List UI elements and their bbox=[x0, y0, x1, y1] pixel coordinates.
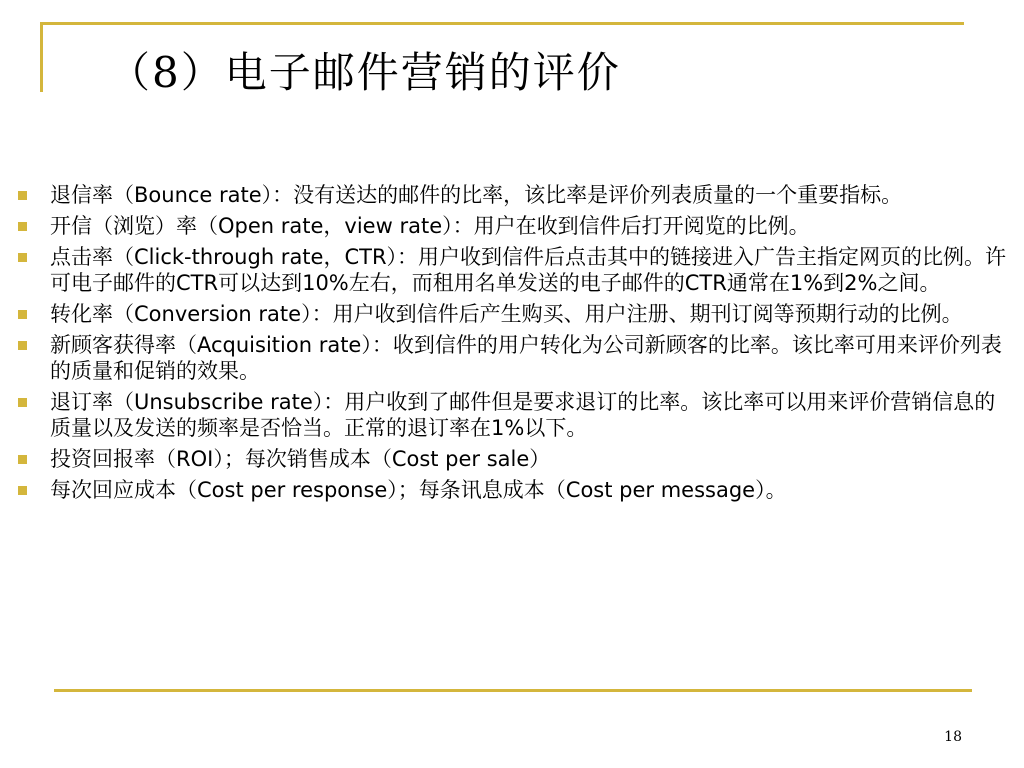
square-bullet-icon bbox=[18, 310, 27, 319]
bullet-item bbox=[14, 213, 1014, 239]
square-bullet-icon bbox=[18, 191, 27, 200]
slide-content bbox=[14, 182, 1014, 508]
square-bullet-icon bbox=[18, 486, 27, 495]
square-bullet-icon bbox=[18, 222, 27, 231]
square-bullet-icon bbox=[18, 398, 27, 407]
bullet-text: 开信（浏览）率（Open rate，view rate）：用户在收到信件后打开阅览的比例。 bbox=[50, 214, 810, 238]
bullet-text: 点击率（Click-through rate，CTR）：用户收到信件后点击其中的链接进入广告主指定网页的比例。许可电子邮件的CTR可以达到10%左右，而租用名单发送的电子邮件的CTR通常在1%到2%之间。 bbox=[50, 245, 1007, 295]
bullet-item bbox=[14, 446, 1014, 472]
bullet-text: 新顾客获得率（Acquisition rate）：收到信件的用户转化为公司新顾客的比率。该比率可用来评价列表的质量和促销的效果。 bbox=[50, 333, 1002, 383]
bullet-text: 每次回应成本（Cost per response）；每条讯息成本（Cost per message）。 bbox=[50, 478, 787, 502]
bullet-text: 退信率（Bounce rate）：没有送达的邮件的比率，该比率是评价列表质量的一个重要指标。 bbox=[50, 183, 903, 207]
bullet-item bbox=[14, 301, 1014, 327]
bullet-text: 退订率（Unsubscribe rate）：用户收到了邮件但是要求退订的比率。该比率可以用来评价营销信息的质量以及发送的频率是否恰当。正常的退订率在1%以下。 bbox=[50, 390, 996, 440]
bottom-border-line bbox=[54, 689, 972, 692]
bullet-item bbox=[14, 182, 1014, 208]
bullet-item bbox=[14, 477, 1014, 503]
bullet-item bbox=[14, 244, 1014, 296]
square-bullet-icon bbox=[18, 253, 27, 262]
bullet-list bbox=[14, 182, 1014, 503]
bullet-item bbox=[14, 389, 1014, 441]
square-bullet-icon bbox=[18, 455, 27, 464]
square-bullet-icon bbox=[18, 341, 27, 350]
top-border-line bbox=[40, 22, 964, 25]
left-border-line bbox=[40, 22, 43, 92]
bullet-text: 转化率（Conversion rate）：用户收到信件后产生购买、用户注册、期刊订阅等预期行动的比例。 bbox=[50, 302, 963, 326]
bullet-text: 投资回报率（ROI）；每次销售成本（Cost per sale） bbox=[50, 447, 551, 471]
bullet-item bbox=[14, 332, 1014, 384]
page-number: 18 bbox=[944, 729, 962, 745]
slide-title: （8）电子邮件营销的评价 bbox=[108, 48, 621, 97]
